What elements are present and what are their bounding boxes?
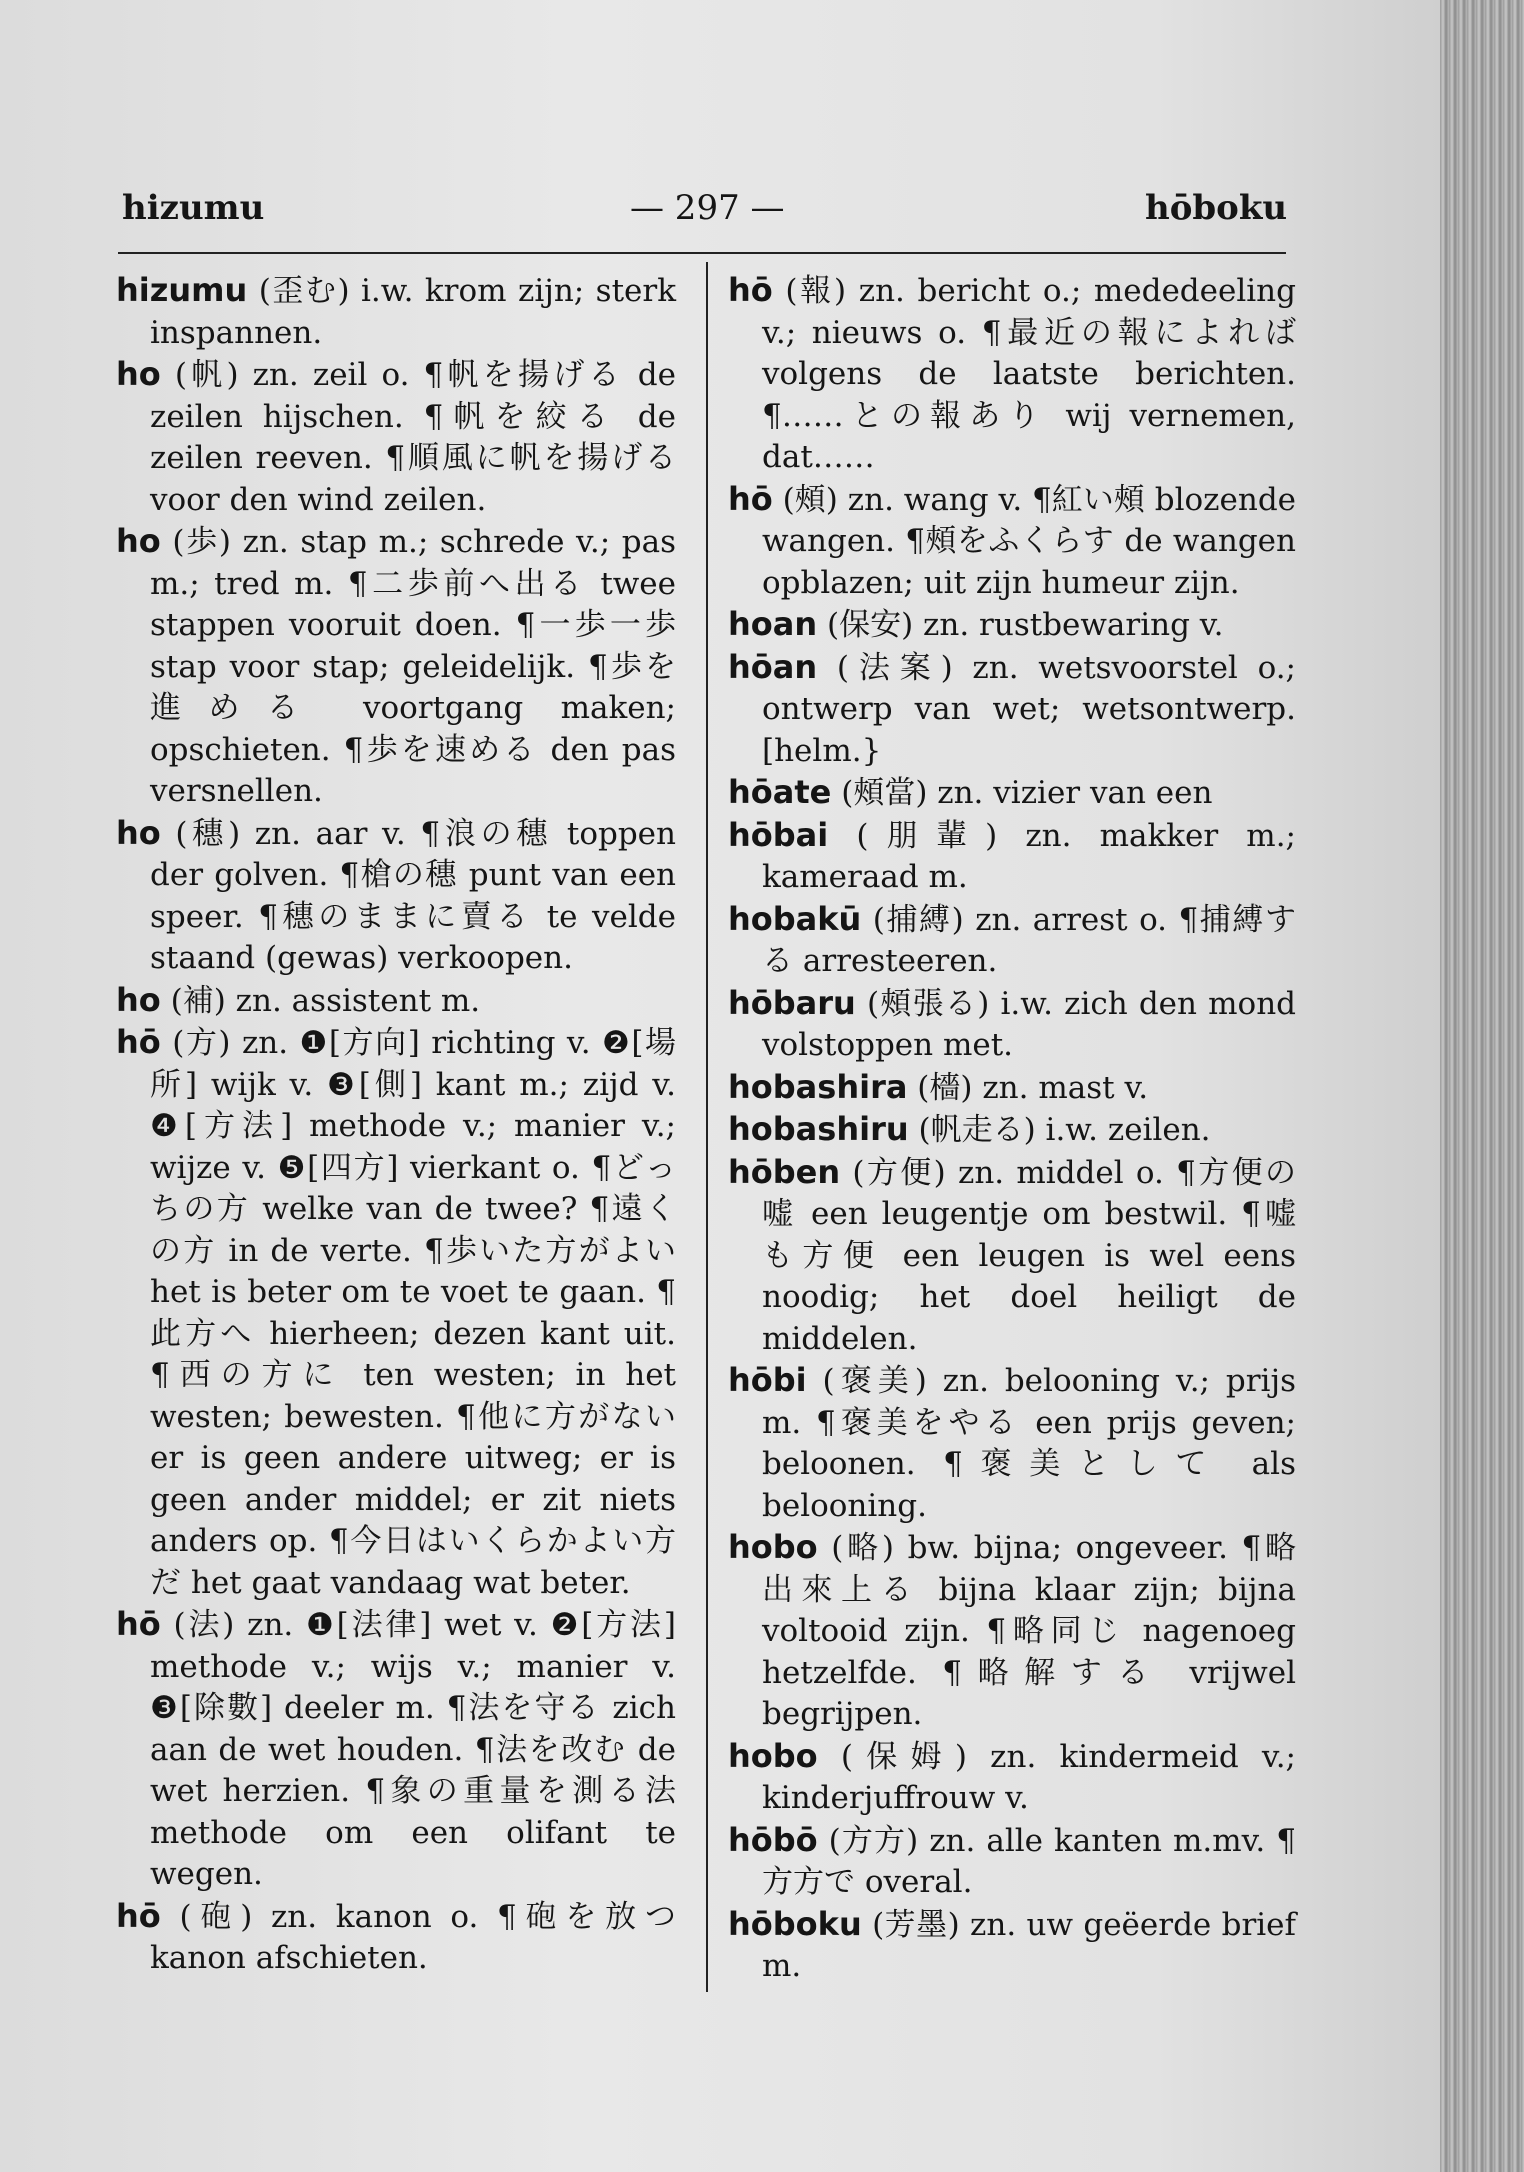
definition: (檣) zn. mast v. <box>917 1069 1149 1106</box>
dictionary-entry <box>728 1360 1296 1527</box>
headword: hō <box>116 1896 161 1935</box>
headword: hōate <box>728 773 832 811</box>
definition: (朋輩) zn. makker m.; kameraad m. <box>762 817 1296 895</box>
dictionary-entry <box>728 772 1296 815</box>
headword: hizumu <box>116 271 248 309</box>
page-number: — 297 — <box>630 188 785 228</box>
headword: hobashiru <box>728 1110 909 1148</box>
definition: (略) bw. bijna; ongeveer. ¶略出來上る bijna klaar zijn; bijna voltooid zijn. ¶略同じ nagenoeg hetzelfde. ¶略解する vrijwel begrijpen. <box>762 1530 1297 1732</box>
headword: hōbai <box>728 815 829 854</box>
dictionary-entry <box>728 815 1296 899</box>
header-rule <box>118 252 1286 254</box>
definition: (補) zn. assistent m. <box>170 982 481 1019</box>
left-column <box>116 270 676 1980</box>
dictionary-entry <box>728 1527 1296 1736</box>
dictionary-entry <box>116 1022 676 1604</box>
book-page-edges <box>1440 0 1524 2172</box>
running-head-right: hōboku <box>1145 188 1288 228</box>
definition: (帆) zn. zeil o. ¶帆を揚げる de zeilen hijschen. ¶帆を絞る de zeilen reeven. ¶順風に帆を揚げる voor den wind zeilen. <box>150 357 676 518</box>
dictionary-entry <box>728 1152 1296 1361</box>
headword: hō <box>116 1605 161 1643</box>
definition: (歩) zn. stap m.; schrede v.; pas m.; tred m. ¶二歩前へ出る twee stappen vooruit doen. ¶一歩一歩 stap voor stap; geleidelijk. ¶歩を進める voortgang maken; opschieten. ¶歩を速める den pas versnellen. <box>150 524 677 809</box>
dictionary-entry <box>728 479 1296 605</box>
dictionary-entry <box>728 1820 1296 1904</box>
dictionary-entry <box>116 1896 676 1980</box>
definition: (保姆) zn. kindermeid v.; kinderjuffrouw v. <box>762 1738 1296 1816</box>
running-head-left: hizumu <box>122 188 265 228</box>
definition: (頰張る) i.w. zich den mond volstoppen met. <box>762 985 1296 1063</box>
headword: hobashira <box>728 1067 908 1106</box>
dictionary-entry <box>728 1109 1296 1152</box>
right-column <box>728 270 1296 1988</box>
headword: hobo <box>728 1528 818 1566</box>
dictionary-entry <box>728 647 1296 773</box>
dictionary-entry <box>728 1736 1296 1820</box>
dictionary-entry <box>116 354 676 521</box>
definition: (捕縛) zn. arrest o. ¶捕縛する arresteeren. <box>762 901 1296 979</box>
dictionary-entry <box>728 1904 1296 1988</box>
headword: hōbi <box>728 1361 807 1399</box>
definition: (芳墨) zn. uw geëerde brief m. <box>762 1906 1296 1984</box>
definition: (歪む) i.w. krom zijn; sterk inspannen. <box>150 273 676 351</box>
headword: hōben <box>728 1152 841 1191</box>
dictionary-entry <box>728 270 1296 479</box>
definition: (法案) zn. wetsvoorstel o.; ontwerp van wet; wetsontwerp. [helm.} <box>762 649 1296 769</box>
headword: hoan <box>728 605 818 643</box>
dictionary-entry <box>728 1067 1296 1110</box>
definition: (砲) zn. kanon o. ¶砲を放つ kanon afschieten. <box>150 1898 677 1976</box>
headword: ho <box>116 355 161 393</box>
headword: hō <box>728 271 773 309</box>
headword: hōbō <box>728 1820 818 1859</box>
definition: (帆走る) i.w. zeilen. <box>918 1112 1211 1148</box>
headword: ho <box>116 813 161 852</box>
dictionary-entry <box>116 521 676 813</box>
headword: hobakū <box>728 899 862 938</box>
headword: hōan <box>728 647 818 686</box>
dictionary-entry <box>728 983 1296 1067</box>
definition: (保安) zn. rustbewaring v. <box>827 607 1224 643</box>
definition: (頰) zn. wang v. ¶紅い頰 blozende wangen. ¶頰をふくらす de wangen opblazen; uit zijn humeur zijn. <box>762 481 1297 601</box>
headword: hobo <box>728 1736 818 1775</box>
headword: hōboku <box>728 1904 862 1943</box>
definition: (褒美) zn. belooning v.; prijs m. ¶褒美をやる een prijs geven; beloonen. ¶褒美として als belooning. <box>762 1363 1296 1524</box>
headword: ho <box>116 522 161 560</box>
definition: (頰當) zn. vizier van een <box>841 775 1213 811</box>
headword: ho <box>116 980 161 1019</box>
definition: (穗) zn. aar v. ¶浪の穗 toppen der golven. ¶槍の穗 punt van een speer. ¶穗のままに賣る te velde staand (gewas) verkoopen. <box>150 815 676 976</box>
definition: (方) zn. ❶[方向] richting v. ❷[場所] wijk v. ❸[側] kant m.; zijd v. ❹[方法] methode v.; manier v.; wijze v. ❺[四方] vierkant o. ¶どっちの方 welke van de twee? ¶遠くの方 in de verte. ¶歩いた方がよい het is beter om te voet te gaan. ¶此方へ hierheen; dezen kant uit. ¶西の方に ten westen; in het westen; bewesten. ¶他に方がない er is geen andere uitweg; er is geen ander middel; er zit niets anders op. ¶今日はいくらかよい方だ het gaat vandaag wat beter. <box>150 1025 677 1601</box>
headword: hō <box>116 1023 161 1061</box>
dictionary-entry <box>116 1604 676 1896</box>
dictionary-entry <box>728 899 1296 983</box>
headword: hō <box>728 479 773 518</box>
definition: (報) zn. bericht o.; mededeeling v.; nieuws o. ¶最近の報によれば volgens de laatste berichten. ¶……との報あり wij vernemen, dat…… <box>762 273 1296 475</box>
dictionary-entry <box>728 604 1296 647</box>
dictionary-entry <box>116 270 676 354</box>
definition: (法) zn. ❶[法律] wet v. ❷[方法] methode v.; wijs v.; manier v. ❸[除數] deeler m. ¶法を守る zich aan de wet houden. ¶法を改む de wet herzien. ¶象の重量を測る法 methode om een olifant te wegen. <box>150 1607 676 1892</box>
definition: (方便) zn. middel o. ¶方便の嘘 een leugentje om bestwil. ¶嘘も方便 een leugen is wel eens noodig; het doel heiligt de middelen. <box>762 1154 1296 1357</box>
dictionary-entry <box>116 813 676 980</box>
dictionary-entry <box>116 980 676 1023</box>
headword: hōbaru <box>728 983 856 1022</box>
column-divider <box>706 262 708 1992</box>
definition: (方方) zn. alle kanten m.mv. ¶方方で overal. <box>762 1822 1296 1900</box>
